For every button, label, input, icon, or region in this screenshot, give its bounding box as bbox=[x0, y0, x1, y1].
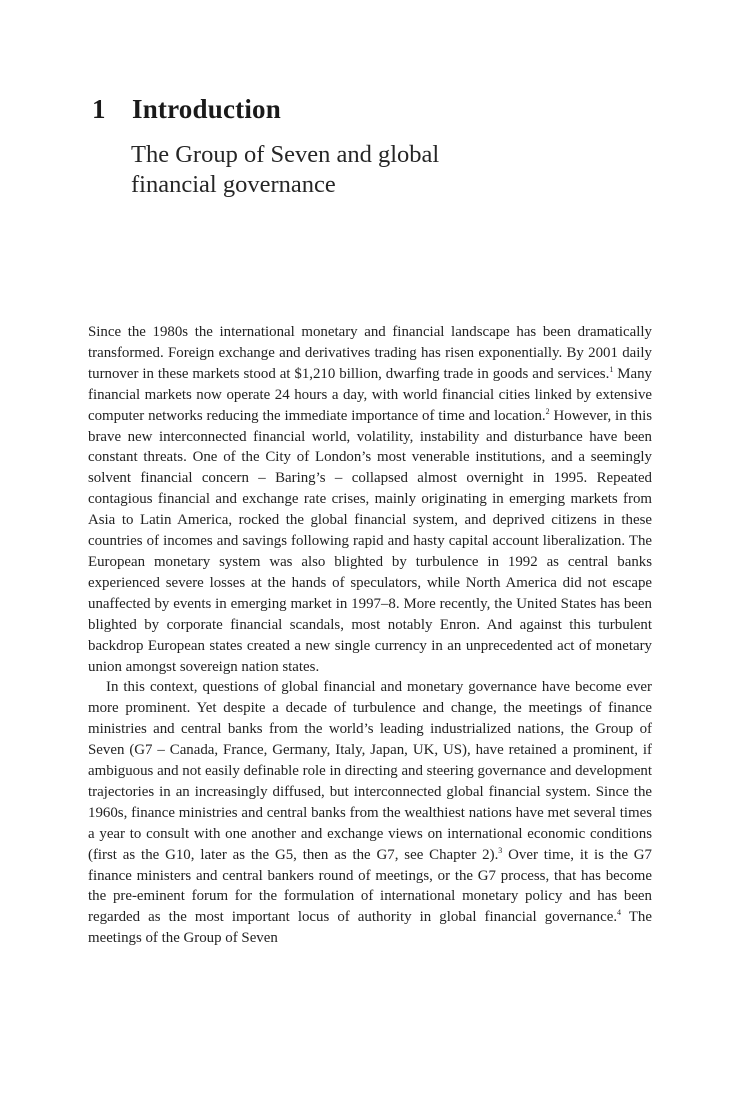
chapter-subtitle bbox=[131, 140, 551, 200]
chapter-title: Introduction bbox=[132, 94, 281, 124]
footnote-marker[interactable]: 4 bbox=[617, 908, 622, 918]
footnote-marker[interactable]: 2 bbox=[545, 406, 550, 416]
paragraph bbox=[88, 322, 652, 677]
footnote-marker[interactable]: 3 bbox=[498, 845, 503, 855]
body-text bbox=[88, 322, 652, 949]
paragraph-text: In this context, questions of global financial and monetary governance have become ever more prominent. Yet despite a decade of turbulence and change, the meetings of finance ministries and central banks from the world’s leading industrialized nations, the Group of Seven (G7 – Canada, France, Germany, Italy, Japan, UK, US), have retained a prominent, if ambiguous and not easily definable role in directing and steering governance and development trajectories in an increasingly diffused, but interconnected global financial system. Since the 1960s, finance ministries and central banks from the wealthiest nations have met several times a year to consult with one another and exchange views on international economic conditions (first as the G10, later as the G5, then as the G7, see Chapter 2). bbox=[88, 679, 653, 863]
paragraph-text: However, in this brave new interconnected financial world, volatility, instability and disturbance have been constant threats. One of the City of London’s most venerable institutions, and a seemingly solvent financial concern – Baring’s – collapsed almost overnight in 1995. Repeated contagious financial and exchange rate crises, mainly originating in emerging markets from Asia to Latin America, rocked the global financial system, and deprived citizens in these countries of incomes and savings following rapid and hasty capital account liberalization. The European monetary system was also blighted by turbulence in 1992 as central banks experienced severe losses at the hands of speculators, while North America did not escape unaffected by events in emerging market in 1997–8. More recently, the United States has been blighted by corporate financial scandals, most notably Enron. And against this turbulent backdrop European states created a new single currency in an unprecedented act of monetary union amongst sovereign nation states. bbox=[88, 407, 653, 675]
paragraph bbox=[88, 677, 652, 949]
paragraph-text: Many financial markets now operate 24 hours a day, with world financial cities linked by extensive computer networks reducing the immediate importance of time and location. bbox=[88, 365, 653, 424]
chapter-number: 1 bbox=[92, 94, 106, 124]
subtitle-line: The Group of Seven and global bbox=[131, 141, 440, 168]
chapter-heading bbox=[92, 92, 281, 126]
subtitle-line: financial governance bbox=[131, 171, 336, 198]
paragraph-text: Since the 1980s the international monetary and financial landscape has been dramatically transformed. Foreign exchange and derivatives trading has risen exponentially. By 2001 daily turnover in these markets stood at $1,210 billion, dwarfing trade in goods and services. bbox=[88, 324, 652, 382]
paragraph-text: Over time, it is the G7 finance ministers and central bankers round of meetings, or the G7 process, that has become the pre-eminent forum for the formulation of international monetary policy and has been regarded as the most important locus of authority in global financial governance. bbox=[88, 846, 652, 926]
paragraph-text: The meetings of the Group of Seven bbox=[88, 909, 652, 947]
footnote-marker[interactable]: 1 bbox=[609, 364, 614, 374]
